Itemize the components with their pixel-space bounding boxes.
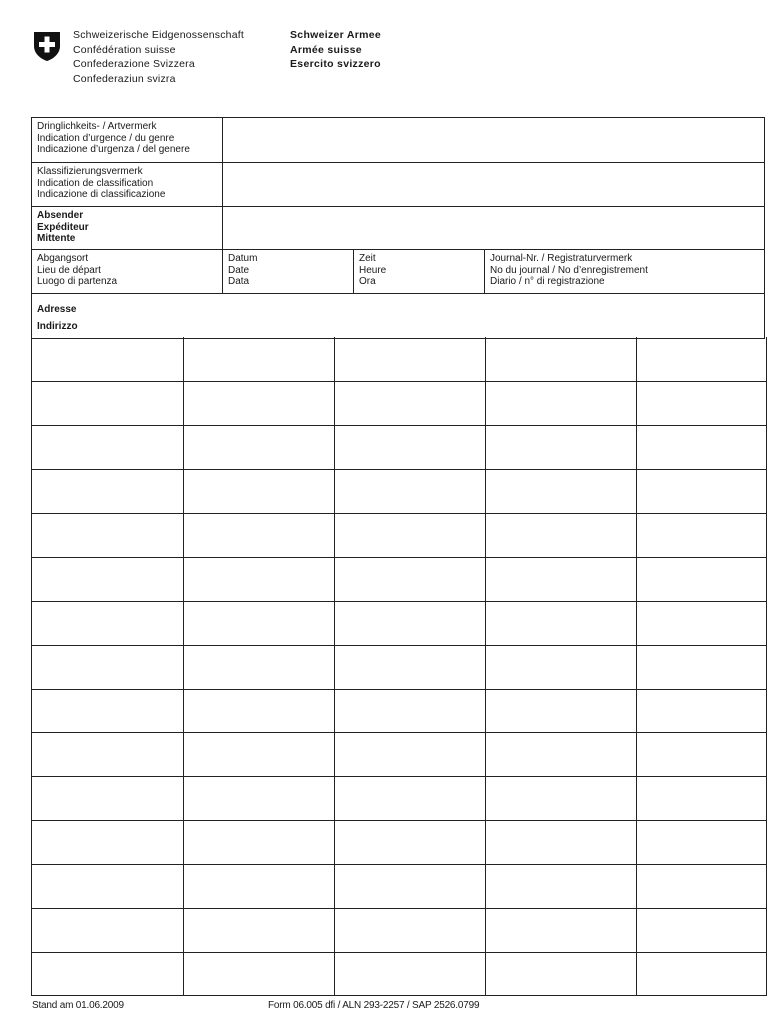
urgency-label-de: Dringlichkeits- / Artvermerk — [37, 121, 157, 132]
federation-name-it: Confederazione Svizzera — [73, 58, 195, 70]
table-row-divider — [32, 776, 766, 777]
urgency-field[interactable] — [223, 118, 764, 162]
urgency-row — [32, 118, 764, 163]
journal-label-de: Journal-Nr. / Registraturvermerk — [490, 253, 633, 264]
classification-label-it: Indicazione di classificazione — [37, 189, 166, 200]
sender-label-de: Absender — [37, 210, 84, 221]
time-label-it: Ora — [359, 276, 376, 287]
address-label-it: Indirizzo — [37, 321, 78, 332]
date-cell[interactable] — [223, 250, 354, 293]
swiss-cross-shield-icon — [32, 30, 62, 62]
time-label-fr: Heure — [359, 264, 387, 276]
table-row-divider — [32, 864, 766, 865]
table-row-divider — [32, 645, 766, 646]
departure-place-cell[interactable] — [32, 250, 223, 293]
table-column-divider — [183, 337, 184, 995]
table-row-divider — [32, 513, 766, 514]
address-row[interactable] — [32, 294, 764, 338]
message-form — [31, 117, 765, 339]
table-column-divider — [485, 337, 486, 995]
departure-place-label-de: Abgangsort — [37, 253, 89, 264]
address-table[interactable] — [31, 337, 767, 996]
table-row-divider — [32, 601, 766, 602]
departure-place-label-fr: Lieu de départ — [37, 264, 101, 276]
sender-label — [32, 207, 223, 249]
sender-row — [32, 207, 764, 250]
classification-row — [32, 163, 764, 207]
table-row-divider — [32, 381, 766, 382]
revision-date: Stand am 01.06.2009 — [32, 1000, 124, 1011]
table-row-divider — [32, 425, 766, 426]
letterhead — [32, 28, 732, 88]
table-row-divider — [32, 557, 766, 558]
table-row-divider — [32, 689, 766, 690]
date-label-it: Data — [228, 276, 250, 287]
table-row-divider — [32, 732, 766, 733]
classification-label-de: Klassifizierungsvermerk — [37, 166, 143, 177]
federation-name-de: Schweizerische Eidgenossenschaft — [73, 29, 244, 41]
urgency-label-it: Indicazione d’urgenza / del genere — [37, 144, 190, 155]
sender-field[interactable] — [223, 207, 764, 249]
time-label-de: Zeit — [359, 253, 376, 264]
table-row-divider — [32, 469, 766, 470]
journal-label-fr: No du journal / No d’enregistrement — [490, 264, 648, 276]
federation-name-rm: Confederaziun svizra — [73, 72, 176, 85]
table-row-divider — [32, 908, 766, 909]
classification-label-fr: Indication de classification — [37, 177, 154, 189]
address-heading — [37, 301, 78, 338]
journal-number-cell[interactable] — [485, 250, 764, 293]
urgency-label-fr: Indication d’urgence / du genre — [37, 132, 175, 144]
origin-row — [32, 250, 764, 294]
time-cell[interactable] — [354, 250, 485, 293]
army-name-de: Schweizer Armee — [290, 29, 382, 41]
date-label-fr: Date — [228, 264, 250, 276]
departure-place-label-it: Luogo di partenza — [37, 276, 118, 287]
classification-field[interactable] — [223, 163, 764, 206]
army-names — [290, 28, 381, 72]
urgency-label — [32, 118, 223, 162]
address-label-de-fr: Adresse — [37, 304, 77, 315]
army-name-fr: Armée suisse — [290, 43, 362, 56]
sender-label-fr: Expéditeur — [37, 221, 89, 233]
army-name-it: Esercito svizzero — [290, 58, 381, 70]
table-row-divider — [32, 820, 766, 821]
classification-label — [32, 163, 223, 206]
table-column-divider — [636, 337, 637, 995]
date-label-de: Datum — [228, 253, 258, 264]
federation-names — [73, 28, 244, 86]
federation-name-fr: Confédération suisse — [73, 43, 176, 56]
table-column-divider — [334, 337, 335, 995]
journal-label-it: Diario / n° di registrazione — [490, 276, 605, 287]
table-row-divider — [32, 952, 766, 953]
form-number: Form 06.005 dfi / ALN 293-2257 / SAP 2526.0799 — [268, 1000, 480, 1011]
sender-label-it: Mittente — [37, 233, 76, 244]
